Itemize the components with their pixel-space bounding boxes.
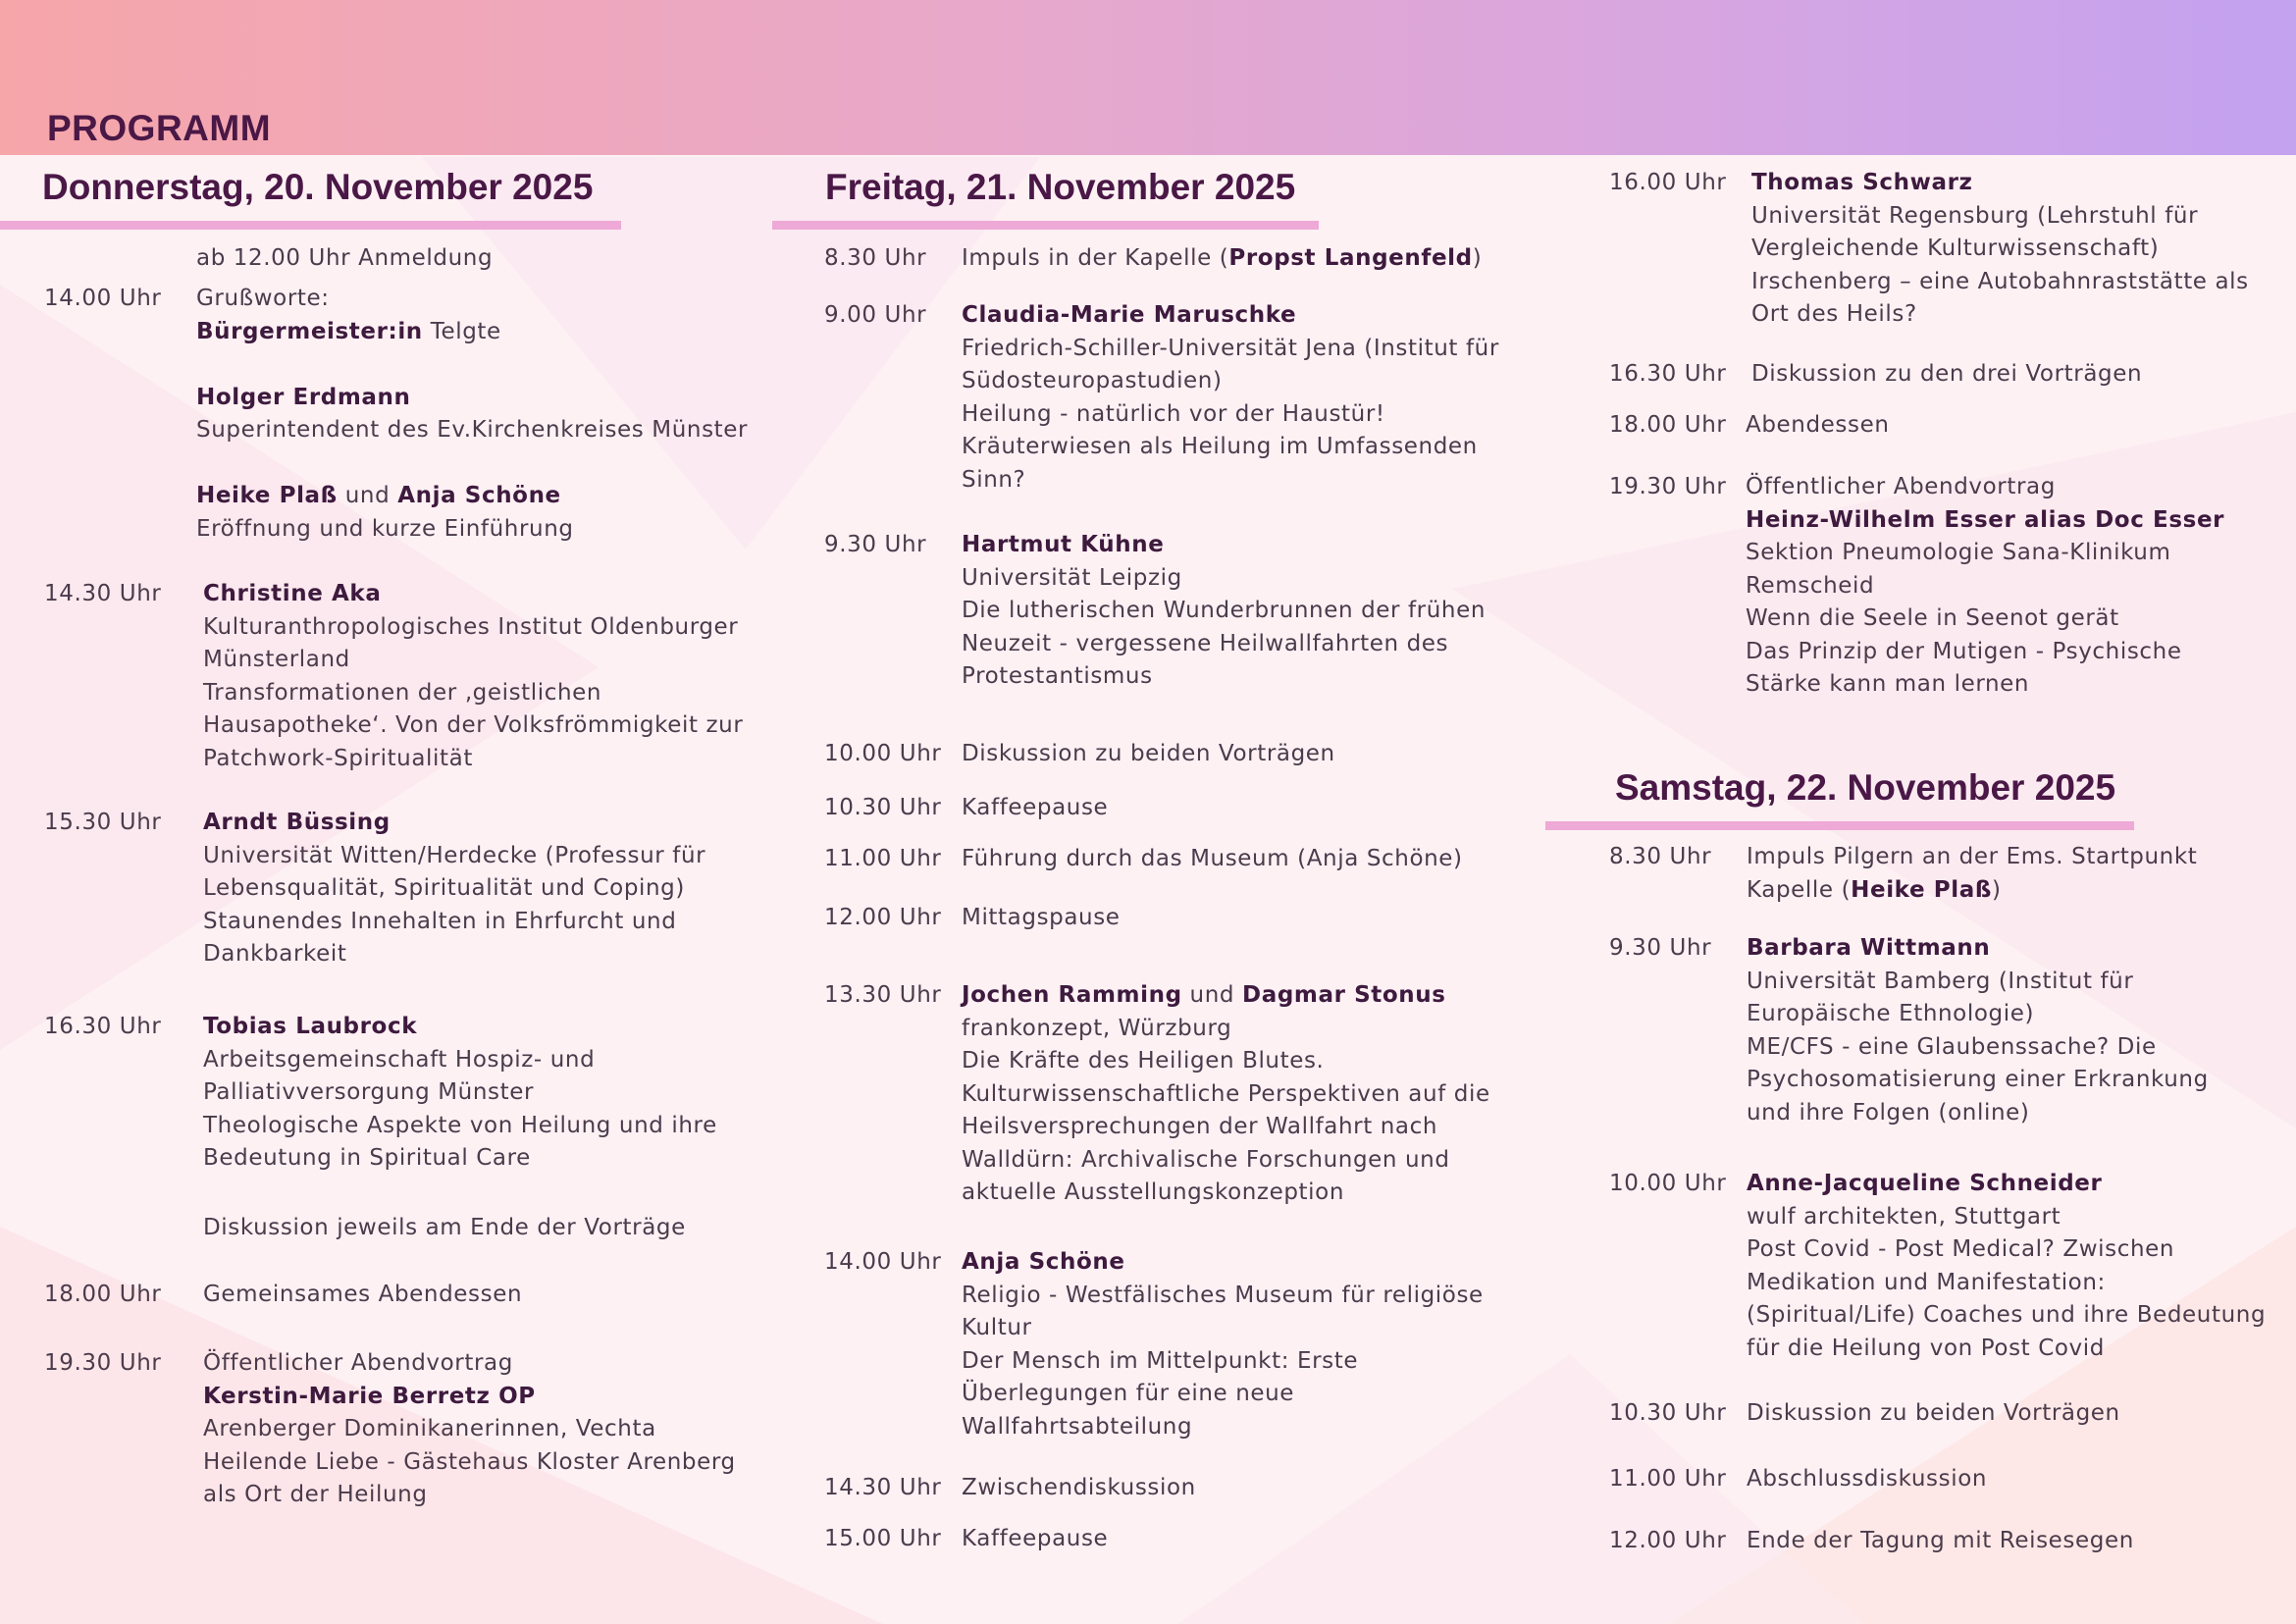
entry-time: 15.00 Uhr	[824, 1526, 942, 1551]
entry-text: Führung durch das Museum (Anja Schöne)	[962, 846, 1463, 871]
entry-time: 18.00 Uhr	[44, 1282, 162, 1307]
day-heading-underline	[0, 221, 621, 230]
day-heading-saturday: Samstag, 22. November 2025	[1615, 767, 2116, 808]
entry-line	[1751, 358, 2142, 392]
entry-line	[1746, 668, 2224, 702]
day-heading-underline	[772, 221, 1319, 230]
entry-time: 8.30 Uhr	[1609, 844, 1712, 869]
entry-text: Lebensqualität, Spiritualität und Coping)	[203, 875, 685, 901]
entry-time: 19.30 Uhr	[1609, 474, 1727, 499]
entry-text: Post Covid - Post Medical? Zwischen	[1747, 1236, 2175, 1262]
entry-line	[962, 1177, 1490, 1210]
speaker-name: Anja Schöne	[962, 1249, 1125, 1275]
entry-line	[1747, 1333, 2266, 1366]
speaker-name: Heike Plaß	[1851, 876, 1992, 903]
entry-details	[962, 1472, 1196, 1505]
entry-details	[1747, 841, 2197, 907]
entry-text: Friedrich-Schiller-Universität Jena (Institut für	[962, 335, 1499, 361]
entry-line	[203, 1479, 736, 1512]
entry-text: Hausapotheke‘. Von der Volksfrömmigkeit zur	[203, 712, 744, 738]
entry-line	[203, 1011, 717, 1044]
entry-line	[1747, 874, 2197, 908]
entry-time: 10.30 Uhr	[1609, 1400, 1727, 1426]
entry-text: und	[337, 483, 398, 508]
entry-line	[203, 906, 705, 939]
entry-text: Südosteuropastudien)	[962, 368, 1223, 393]
entry-text: (Spiritual/Life) Coaches und ihre Bedeutung	[1747, 1302, 2267, 1328]
entry-line	[196, 414, 748, 447]
speaker-name: Claudia-Marie Maruschke	[962, 302, 1297, 328]
entry-time: 15.30 Uhr	[44, 810, 162, 835]
entry-text: Die Kräfte des Heiligen Blutes.	[962, 1048, 1325, 1074]
entry-text: aktuelle Ausstellungskonzeption	[962, 1179, 1344, 1205]
entry-line	[962, 1144, 1490, 1178]
entry-details	[962, 738, 1335, 771]
entry-details	[962, 1246, 1484, 1443]
entry-line	[1747, 1299, 2266, 1333]
entry-text: Diskussion jeweils am Ende der Vorträge	[203, 1215, 686, 1240]
entry-text: ab 12.00 Uhr Anmeldung	[196, 245, 494, 271]
entry-line	[1747, 1064, 2209, 1097]
entry-line	[203, 1381, 736, 1414]
entry-line	[962, 1312, 1484, 1345]
entry-line	[962, 398, 1499, 432]
entry-line	[203, 1446, 736, 1480]
entry-time: 8.30 Uhr	[824, 245, 927, 271]
entry-details	[203, 1212, 686, 1245]
speaker-name: Thomas Schwarz	[1751, 170, 1973, 195]
entry-time: 14.30 Uhr	[824, 1475, 942, 1500]
header-banner	[0, 0, 2296, 155]
entry-text: Arenberger Dominikanerinnen, Vechta	[203, 1416, 656, 1441]
entry-text: Sektion Pneumologie Sana-Klinikum	[1746, 540, 2171, 565]
entry-time: 16.00 Uhr	[1609, 170, 1727, 195]
entry-time: 16.30 Uhr	[44, 1014, 162, 1039]
entry-line	[962, 979, 1490, 1013]
entry-text: und ihre Folgen (online)	[1747, 1099, 2030, 1126]
entry-text: Dankbarkeit	[203, 941, 347, 967]
entry-line	[203, 938, 705, 971]
entry-line	[1747, 1201, 2266, 1234]
entry-text: Kaffeepause	[962, 795, 1109, 820]
entry-line	[962, 365, 1499, 398]
entry-line	[962, 1280, 1484, 1313]
entry-time: 14.30 Uhr	[44, 581, 162, 606]
entry-text: Kultur	[962, 1315, 1032, 1340]
entry-line	[962, 1111, 1490, 1144]
entry-text: Transformationen der ‚geistlichen	[203, 679, 602, 706]
entry-text: Universität Leipzig	[962, 564, 1182, 591]
speaker-name: Heike Plaß	[196, 483, 338, 508]
entry-line	[196, 480, 748, 513]
entry-line	[1747, 966, 2209, 999]
entry-line	[962, 1523, 1108, 1556]
entry-details	[1751, 167, 2249, 332]
entry-line	[203, 709, 743, 743]
entry-line	[962, 628, 1486, 661]
entry-text: Gemeinsames Abendessen	[203, 1282, 523, 1307]
entry-line	[203, 1044, 717, 1077]
entry-line	[196, 447, 748, 481]
entry-text: Kaffeepause	[962, 1526, 1109, 1551]
entry-time: 11.00 Uhr	[824, 846, 942, 871]
entry-line	[196, 348, 748, 382]
entry-line	[962, 1411, 1484, 1444]
entry-text: Palliativversorgung Münster	[203, 1079, 535, 1105]
entry-details	[1747, 1397, 2120, 1431]
entry-line	[203, 1110, 717, 1143]
entry-text: Remscheid	[1746, 572, 1875, 599]
entry-details	[1747, 1168, 2266, 1365]
entry-line	[962, 333, 1499, 366]
entry-line	[1751, 200, 2249, 234]
entry-text: Patchwork-Spiritualität	[203, 745, 473, 771]
entry-text: Vergleichende Kulturwissenschaft)	[1751, 236, 2160, 261]
entry-details	[962, 902, 1121, 935]
entry-text: Abendessen	[1746, 412, 1890, 438]
entry-line	[962, 902, 1121, 935]
entry-text: Eröffnung und kurze Einführung	[196, 515, 574, 542]
entry-text: Abschlussdiskussion	[1747, 1466, 1988, 1492]
entry-text: Medikation und Manifestation:	[1747, 1269, 2106, 1295]
entry-details	[203, 1279, 522, 1312]
entry-text: Bedeutung in Spiritual Care	[203, 1145, 531, 1171]
entry-line	[196, 283, 748, 316]
entry-line	[1747, 1233, 2266, 1267]
entry-text: Sinn?	[962, 466, 1026, 493]
entry-time: 9.30 Uhr	[1609, 935, 1712, 961]
entry-text: Das Prinzip der Mutigen - Psychische	[1746, 638, 2182, 664]
entry-details	[203, 578, 743, 775]
entry-line	[1747, 998, 2209, 1031]
entry-text: Die lutherischen Wunderbrunnen der frühen	[962, 598, 1487, 623]
entry-time: 10.30 Uhr	[824, 795, 942, 820]
entry-text: Der Mensch im Mittelpunkt: Erste	[962, 1347, 1359, 1374]
speaker-name: Hartmut Kühne	[962, 532, 1165, 557]
entry-text: Impuls in der Kapelle (	[962, 245, 1229, 271]
entry-line	[962, 595, 1486, 628]
entry-text: Superintendent des Ev.Kirchenkreises Münster	[196, 417, 749, 443]
entry-line	[962, 1013, 1490, 1046]
entry-line	[962, 1472, 1196, 1505]
entry-text: Staunendes Innehalten in Ehrfurcht und	[203, 908, 677, 934]
speaker-name: Barbara Wittmann	[1747, 935, 1991, 961]
entry-details	[962, 529, 1486, 694]
entry-text: Öffentlicher Abendvortrag	[1746, 474, 2056, 499]
entry-text: )	[1991, 876, 2002, 903]
entry-details	[1747, 1525, 2134, 1558]
entry-line	[1746, 570, 2224, 603]
entry-text: Überlegungen für eine neue	[962, 1381, 1295, 1406]
entry-line	[1751, 298, 2249, 332]
entry-details	[203, 1011, 717, 1176]
entry-text: Heilung - natürlich vor der Haustür!	[962, 400, 1385, 427]
day-heading-underline	[1545, 821, 2134, 830]
entry-time: 9.00 Uhr	[824, 302, 927, 328]
entry-text: Diskussion zu beiden Vorträgen	[1747, 1400, 2120, 1426]
entry-line	[1747, 1097, 2209, 1130]
entry-text: Europäische Ethnologie)	[1747, 1001, 2035, 1026]
entry-line	[962, 242, 1482, 276]
entry-details	[962, 242, 1482, 276]
speaker-name: Kerstin-Marie Berretz OP	[203, 1383, 536, 1409]
entry-line	[962, 660, 1486, 694]
entry-line	[962, 1345, 1484, 1379]
entry-line	[1747, 932, 2209, 966]
entry-details	[1751, 358, 2142, 392]
entry-line	[196, 513, 748, 547]
entry-line	[962, 738, 1335, 771]
entry-text: frankonzept, Würzburg	[962, 1015, 1232, 1041]
entry-time: 16.30 Uhr	[1609, 361, 1727, 387]
entry-line	[962, 1045, 1490, 1078]
entry-line	[203, 644, 743, 677]
entry-text: Wallfahrtsabteilung	[962, 1413, 1193, 1440]
entry-text: Stärke kann man lernen	[1746, 671, 2030, 697]
entry-line	[1746, 504, 2224, 538]
entry-line	[1747, 1525, 2134, 1558]
speaker-name: Holger Erdmann	[196, 384, 411, 410]
entry-text: Diskussion zu beiden Vorträgen	[962, 741, 1335, 766]
entry-text: Mittagspause	[962, 905, 1121, 930]
entry-line	[203, 872, 705, 906]
entry-line	[203, 807, 705, 840]
entry-text: Theologische Aspekte von Heilung und ihre	[203, 1112, 717, 1138]
entry-time: 18.00 Uhr	[1609, 412, 1727, 438]
entry-details	[1746, 409, 1890, 443]
entry-line	[196, 316, 748, 349]
entry-text: Heilsversprechungen der Wallfahrt nach	[962, 1114, 1438, 1139]
entry-line	[203, 1142, 717, 1176]
entry-line	[962, 1246, 1484, 1280]
speaker-name: Anne-Jacqueline Schneider	[1747, 1171, 2103, 1196]
day-heading-friday: Freitag, 21. November 2025	[825, 167, 1296, 207]
entry-line	[1747, 1397, 2120, 1431]
entry-details	[962, 299, 1499, 497]
entry-line	[962, 792, 1108, 825]
entry-line	[962, 562, 1486, 596]
entry-line	[203, 840, 705, 873]
day-heading-thursday: Donnerstag, 20. November 2025	[42, 167, 594, 207]
speaker-name: Tobias Laubrock	[203, 1014, 418, 1039]
entry-line	[196, 382, 748, 415]
entry-line	[962, 843, 1463, 876]
entry-text: Impuls Pilgern an der Ems. Startpunkt	[1747, 844, 2198, 869]
entry-line	[1746, 636, 2224, 669]
entry-line	[962, 299, 1499, 333]
entry-details	[962, 792, 1108, 825]
entry-line	[1746, 471, 2224, 504]
entry-details	[962, 979, 1490, 1210]
entry-line	[203, 1212, 686, 1245]
entry-time: 10.00 Uhr	[824, 741, 942, 766]
entry-text: Kulturwissenschaftliche Perspektiven auf die	[962, 1080, 1490, 1107]
speaker-name: Bürgermeister:in	[196, 318, 423, 344]
entry-text: Protestantismus	[962, 663, 1153, 689]
entry-details	[203, 1347, 736, 1512]
entry-text: Öffentlicher Abendvortrag	[203, 1350, 513, 1376]
entry-text: Psychosomatisierung einer Erkrankung	[1747, 1067, 2209, 1092]
entry-text: Neuzeit - vergessene Heilwallfahrten des	[962, 630, 1449, 656]
entry-line	[203, 677, 743, 710]
entry-line	[1751, 233, 2249, 266]
entry-text: für die Heilung von Post Covid	[1747, 1335, 2105, 1361]
entry-time: 12.00 Uhr	[1609, 1528, 1727, 1553]
entry-time: 14.00 Uhr	[44, 286, 162, 311]
entry-text: Irschenberg – eine Autobahnraststätte als	[1751, 268, 2249, 294]
entry-details	[1747, 1463, 1987, 1496]
entry-time: 9.30 Uhr	[824, 532, 927, 557]
entry-text: Religio - Westfälisches Museum für religiöse	[962, 1282, 1484, 1308]
entry-line	[203, 578, 743, 611]
entry-text: als Ort der Heilung	[203, 1482, 428, 1507]
speaker-name: Arndt Büssing	[203, 810, 391, 835]
entry-time: 10.00 Uhr	[1609, 1171, 1727, 1196]
entry-time: 14.00 Uhr	[824, 1249, 942, 1275]
entry-details	[1746, 471, 2224, 702]
entry-text: Ort des Heils?	[1751, 301, 1917, 327]
entry-line	[1747, 1031, 2209, 1065]
entry-text: Kulturanthropologisches Institut Oldenburger	[203, 613, 739, 640]
entry-details	[1747, 932, 2209, 1129]
entry-line	[203, 743, 743, 776]
entry-time: 13.30 Uhr	[824, 982, 942, 1008]
entry-line	[962, 431, 1499, 464]
entry-text: Telgte	[422, 318, 501, 344]
entry-text: ME/CFS - eine Glaubenssache? Die	[1747, 1033, 2157, 1060]
entry-details	[962, 1523, 1108, 1556]
entry-text: und	[1181, 982, 1243, 1008]
entry-line	[962, 1078, 1490, 1112]
entry-text: Ende der Tagung mit Reisesegen	[1747, 1528, 2134, 1553]
entry-time: 12.00 Uhr	[824, 905, 942, 930]
speaker-name: Propst Langenfeld	[1228, 245, 1473, 271]
entry-line	[1747, 841, 2197, 874]
entry-text: Walldürn: Archivalische Forschungen und	[962, 1146, 1450, 1173]
entry-text: Arbeitsgemeinschaft Hospiz- und	[203, 1046, 596, 1073]
entry-text: Heilende Liebe - Gästehaus Kloster Arenberg	[203, 1448, 736, 1475]
entry-text: Kräuterwiesen als Heilung im Umfassenden	[962, 434, 1478, 459]
speaker-name: Jochen Ramming	[962, 982, 1182, 1008]
entry-line	[962, 464, 1499, 498]
entry-text: Universität Witten/Herdecke (Professur für	[203, 842, 706, 868]
entry-text: Grußworte:	[196, 286, 330, 311]
entry-details	[196, 242, 493, 276]
entry-details	[962, 843, 1463, 876]
entry-time: 11.00 Uhr	[1609, 1466, 1727, 1492]
entry-text: Kapelle (	[1747, 876, 1852, 903]
entry-line	[203, 611, 743, 645]
entry-text: Diskussion zu den drei Vorträgen	[1751, 361, 2143, 387]
entry-line	[1746, 602, 2224, 636]
entry-line	[1746, 409, 1890, 443]
entry-time: 19.30 Uhr	[44, 1350, 162, 1376]
speaker-name: Heinz-Wilhelm Esser alias Doc Esser	[1746, 506, 2225, 533]
entry-line	[1747, 1168, 2266, 1201]
speaker-name: Dagmar Stonus	[1242, 982, 1446, 1008]
entry-line	[962, 1378, 1484, 1411]
entry-line	[1747, 1267, 2266, 1300]
entry-line	[1746, 537, 2224, 570]
entry-details	[196, 283, 748, 546]
entry-line	[203, 1347, 736, 1381]
entry-line	[203, 1413, 736, 1446]
speaker-name: Anja Schöne	[397, 483, 561, 508]
page-title: PROGRAMM	[47, 108, 272, 148]
entry-line	[962, 529, 1486, 562]
entry-line	[203, 1279, 522, 1312]
entry-line	[1751, 266, 2249, 299]
entry-line	[196, 242, 493, 276]
speaker-name: Christine Aka	[203, 581, 382, 606]
entry-text: Universität Bamberg (Institut für	[1747, 968, 2134, 994]
entry-text: Münsterland	[203, 647, 350, 672]
entry-text: Zwischendiskussion	[962, 1475, 1196, 1500]
entry-text: Universität Regensburg (Lehrstuhl für	[1751, 202, 2199, 229]
entry-details	[203, 807, 705, 971]
entry-line	[203, 1076, 717, 1110]
entry-text: )	[1472, 245, 1483, 271]
entry-line	[1751, 167, 2249, 200]
entry-text: Wenn die Seele in Seenot gerät	[1746, 605, 2119, 631]
entry-line	[1747, 1463, 1987, 1496]
entry-text: wulf architekten, Stuttgart	[1747, 1203, 2061, 1230]
